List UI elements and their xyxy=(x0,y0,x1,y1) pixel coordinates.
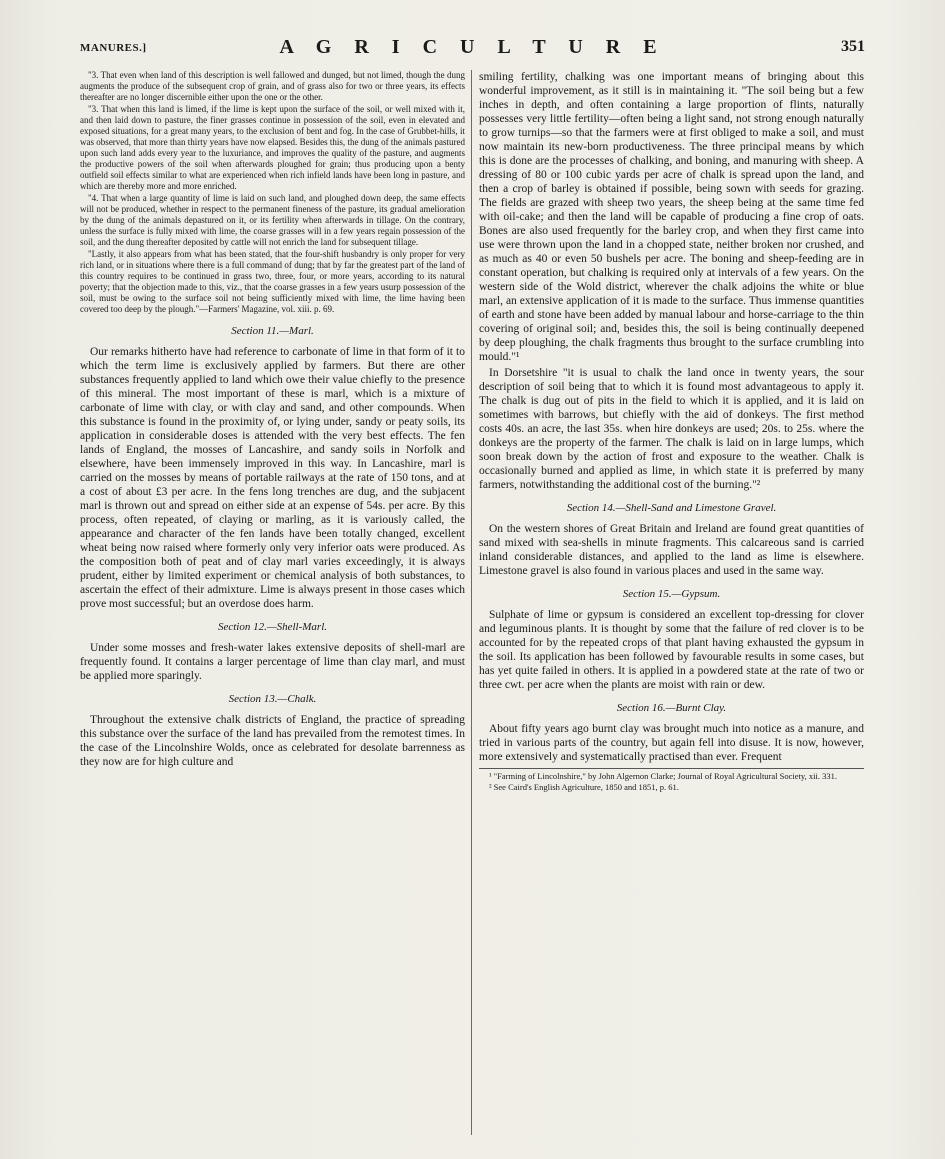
column-divider xyxy=(471,70,472,1135)
section-paragraph: Sulphate of lime or gypsum is considered an excellent top-dressing for clover and leguminous plants. It is thought by some that the failure of red clover is to be accounted for by the repeated crops of that plant having exhausted the gypsum in the soil. Its application has been followed by favourable results in some cases, but has yet quite failed in others. It is applied in a powdered state at the rate of two or three cwt. per acre when the plants are moist with rain or dew. xyxy=(479,609,864,691)
quote-paragraph: "3. That when this land is limed, if the lime is kept upon the surface of the soil, or well mixed with it, and then laid down to pasture, the finer grasses continue in possession of the soil, even in elevated and exposed situations, for a great many years, to the exclusion of bent and fog. In the case of Grubbet-hills, it was observed, that more than thirty years have now elapsed. Besides this, the dung of the animals pastured upon such land adds every year to the luxuriance, and improves the quality of the pasture, and augments the productive powers of the soil when afterwards ploughed for grain; thus producing upon a benty outfield soil effects similar to what are experienced when rich infield lands have been long in pasture, and which are thereby more and more enriched. xyxy=(80,104,465,191)
quoted-extract xyxy=(80,70,465,315)
footnote: ¹ "Farming of Lincolnshire," by John Algernon Clarke; Journal of Royal Agricultural Society, xii. 331. xyxy=(489,771,837,781)
footnote: ² See Caird's English Agriculture, 1850 and 1851, p. 61. xyxy=(489,781,679,792)
running-head: MANURES.] xyxy=(80,42,147,54)
section-paragraph: On the western shores of Great Britain and Ireland are found great quantities of sand mixed with sea-shells in minute fragments. This calcareous sand is carried inland considerable distances, and applied to the land as lime is elsewhere. Limestone gravel is also found in various places and used in the same way. xyxy=(479,523,864,577)
left-column xyxy=(80,70,465,771)
page-header xyxy=(80,36,865,60)
section-heading: Section 13.—Chalk. xyxy=(228,693,317,705)
quote-paragraph: "Lastly, it also appears from what has been stated, that the four-shift husbandry is only proper for very rich land, or in situations where there is a full command of dung; that by far the greatest part of the land of this country requires to be continued in grass two, three, four, or more years, according to its natural poverty; that the objection made to this, viz., that the coarse grasses in a few years usurp possession of the soil, must be owing to the surface soil not being sufficiently mixed with lime, the lime having been covered too deep by the plough."—Farmers' Magazine, vol. xiii. p. 69. xyxy=(80,249,465,314)
section-heading: Section 14.—Shell-Sand and Limestone Gravel. xyxy=(566,502,777,514)
section-heading: Section 16.—Burnt Clay. xyxy=(616,702,727,714)
page-number: 351 xyxy=(841,38,865,55)
quote-paragraph: "3. That even when land of this description is well fallowed and dunged, but not limed, though the dung augments the produce of the subsequent crop of grain, and of grass also for two or three years, its effects thereafter are no longer discernible either upon the one or the other. xyxy=(80,70,465,102)
section-heading: Section 11.—Marl. xyxy=(231,325,314,337)
section-heading: Section 15.—Gypsum. xyxy=(622,588,721,600)
right-column xyxy=(479,70,864,792)
page-title: A G R I C U L T U R E xyxy=(279,36,666,58)
section-paragraph: Under some mosses and fresh-water lakes extensive deposits of shell-marl are frequently found. It contains a larger percentage of lime than clay marl, and must be applied more sparingly. xyxy=(80,642,465,682)
section-paragraph: Our remarks hitherto have had reference to carbonate of lime in that form of it to which the term lime is exclusively applied by farmers. But there are other substances frequently applied to land which owe their value chiefly to the presence of this mineral. The most important of these is marl, which is a mixture of carbonate of lime with clay, or with clay and sand, and other compounds. When this substance is found in the proximity of, or lying under, sandy or peaty soils, its application in considerable doses is attended with the very best effects. The fen lands of England, the mosses of Lancashire, and sandy soils in Norfolk and elsewhere, have been immensely improved in this way. In Lancashire, marl is carried on the mosses by means of portable railways at the rate of 150 tons, and at a cost of about £3 per acre. In the fens long trenches are dug, and the subjacent marl is thrown out and spread on either side at an expense of 54s. per acre. By this process, often repeated, of claying or marling, as it is variously called, the appearance and character of the fen lands have been totally changed, excellent wheat being now raised where formerly only very inferior oats were produced. As the composition both of peat and of clay marl varies exceedingly, it is always prudent, either by limited experiment or chemical analysis of both substances, to ascertain the effect of their admixture. Lime is always present in those cases which prove most successful; but an overdose does harm. xyxy=(80,346,465,610)
section-heading: Section 12.—Shell-Marl. xyxy=(217,621,328,633)
continued-paragraph: smiling fertility, chalking was one important means of bringing about this wonderful improvement, as it still is in maintaining it. "The soil being but a few inches in depth, and often containing a large proportion of flints, naturally possesses very little fertility—often being a light sand, not strong enough naturally to grow turnips—so that the farmers were at first obliged to make a soil, and must now maintain its new-born productiveness. The three principal means by which this is done are the processes of chalking, and boning, and manuring with sheep. A dressing of 80 or 100 cubic yards per acre of chalk is spread upon the land, and then a crop of barley is obtained if possible, being sown with seeds for grazing. The fields are grazed with sheep two years, the sheep being at the same time fed with oil-cake; and then the land will be capable of producing a fine crop of oats. Bones are also used frequently for the barley crop, and when they first came into use were thrown upon the land in a chopped state, neither broken nor crushed, and as much as 40 or even 50 bushels per acre. The boning and sheep-feeding are in constant operation, but chalking is required only at intervals of a few years. On the western side of the Wold district, wherever the chalk adjoins the white or blue marl, an extensive application of it is made to the surface. Thus immense quantities of earth and stone have been added by manual labour and horse-carriage to the thin covering of original soil; and, besides this, the soil is being continually deepened by deep ploughing, the chalk fragments thus brought to the surface crumbling into mould."¹ xyxy=(479,71,864,363)
footnotes xyxy=(479,768,864,792)
section-paragraph: About fifty years ago burnt clay was brought much into notice as a manure, and tried in various parts of the country, but again fell into disuse. It is now, however, more extensively and systematically practised than ever. Frequent xyxy=(479,723,864,763)
section-paragraph: Throughout the extensive chalk districts of England, the practice of spreading this substance over the surface of the land has prevailed from the remotest times. In the case of the Lincolnshire Wolds, once as celebrated for desolate barrenness as they now are for high culture and xyxy=(80,714,465,768)
section-paragraph: In Dorsetshire "it is usual to chalk the land once in twenty years, the sour description of soil being that to which it is found most advantageous to apply it. The chalk is dug out of pits in the field to which it is applied, and it is laid on sometimes with barrows, but chiefly with the aid of donkeys. The first method costs 40s. an acre, the last 35s. when hire donkeys are used; 20s. to 25s. where the donkeys are the property of the farmer. The chalk is laid on in large lumps, which soon break down by the action of frost and exposure to the weather. Chalk is occasionally burned and applied as lime, in which state it is preferred by many farmers, notwithstanding the additional cost of the burning."² xyxy=(479,367,864,491)
quote-paragraph: "4. That when a large quantity of lime is laid on such land, and ploughed down deep, the same effects will not be produced, whether in respect to the permanent fineness of the pasture, its gradual amelioration by the dung of the animals depastured on it, or its fertility when afterwards in tillage. On the contrary, unless the surface is fully mixed with lime, the coarse grasses will in a few years regain possession of the soil, and the dung thereafter deposited by cattle will not enrich the land for subsequent tillage. xyxy=(80,193,465,247)
